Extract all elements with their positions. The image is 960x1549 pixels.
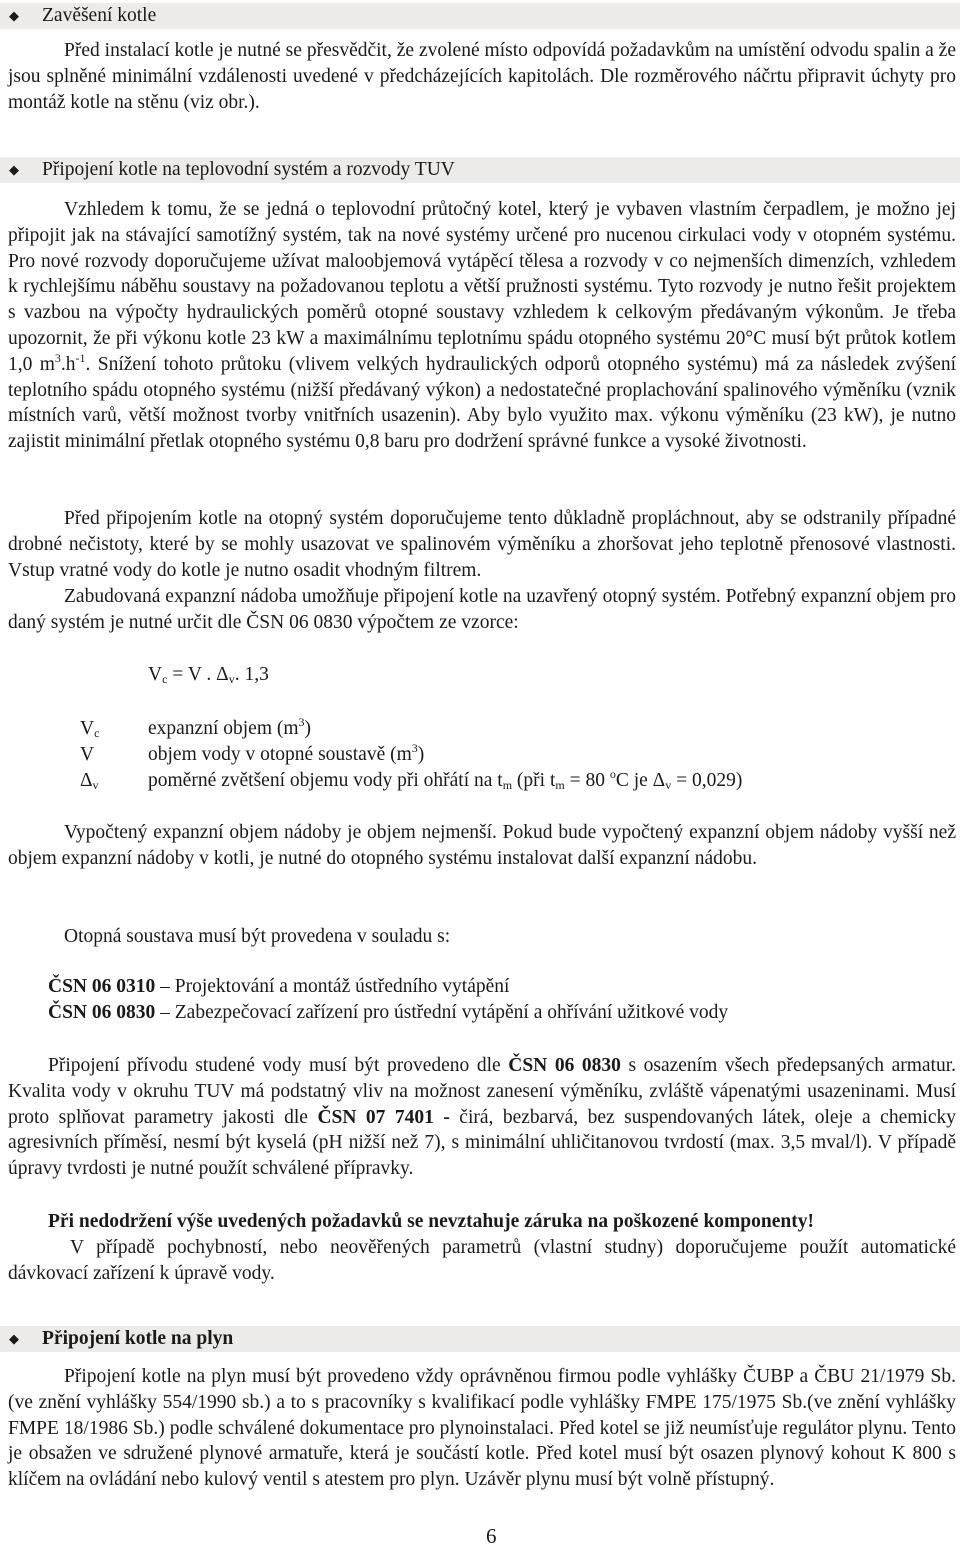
superscript: 3: [54, 350, 61, 365]
diamond-bullet-icon: ◆: [9, 8, 19, 23]
paragraph: [64, 924, 450, 950]
diamond-bullet-icon: ◆: [9, 1331, 19, 1346]
formula-text: = V .: [167, 664, 217, 685]
legend-description: [148, 716, 311, 742]
subscript: m: [555, 778, 565, 792]
legend-symbol-text: Δ: [80, 770, 93, 791]
superscript: -1: [75, 350, 86, 365]
paragraph: [8, 38, 956, 115]
legend-text: = 0,029): [671, 770, 743, 791]
standard-reference: [48, 974, 509, 1000]
standard-title: – Projektování a montáž ústředního vytápění: [155, 976, 510, 997]
formula-symbol: Δ: [216, 664, 229, 685]
subscript: m: [502, 778, 513, 792]
legend-description: [148, 768, 742, 794]
legend-symbol: [80, 742, 94, 768]
section-heading-pripojeni-plyn: [8, 1326, 233, 1352]
legend-text: (při t: [512, 770, 556, 791]
paragraph: [8, 1364, 956, 1493]
legend-text: ): [417, 744, 425, 765]
paragraph-text: V případě pochybností, nebo neověřených parametrů (vlastní studny) doporučujeme použít automatické dávkovací zařízení k úpravě vody.: [8, 1237, 956, 1284]
standard-code: ČSN 06 0830: [48, 1002, 156, 1023]
paragraph-text: Připojení přívodu studené vody musí být provedeno dle: [48, 1055, 509, 1076]
paragraph-text: . Snížení tohoto průtoku (vlivem velkých hydraulických odporů otopného systému) má za následek zvýšení teplotního spádu otopného systému (nižší předávaný výkon) a nedostatečné proplachování spalinového výměníku (vznik místních varů, větší možnost tvorby vnitřních usazenin). Aby bylo využito max. výkonu výměníku (23 kW), je nutno zajistit minimální přetlak otopného systému 0,8 baru pro dodržení správné funkce a vysoké životnosti.: [8, 353, 957, 453]
section-title: Připojení kotle na teplovodní systém a rozvody TUV: [42, 159, 455, 180]
paragraph: [8, 1053, 956, 1182]
paragraph: [8, 1235, 956, 1287]
subscript: v: [665, 778, 672, 792]
subscript: v: [228, 672, 235, 686]
subscript: v: [92, 778, 99, 792]
paragraph-text: Před instalací kotle je nutné se přesvědčit, že zvolené místo odpovídá požadavkům na umístění odvodu spalin a že jsou splněné minimální vzdálenosti uvedené v předcházejících kapitolách. Dle rozměrového náčrtu připravit úchyty pro montáž kotle na stěnu (viz obr.).: [8, 40, 956, 113]
page-number: 6: [486, 1524, 497, 1548]
paragraph-text: Zabudovaná expanzní nádoba umožňuje připojení kotle na uzavřený otopný systém. Potřebný expanzní objem pro daný systém je nutné určit dle ČSN 06 0830 výpočtem ze vzorce:: [8, 586, 956, 633]
legend-symbol: [80, 768, 99, 794]
legend-symbol-text: V: [80, 744, 95, 765]
section-heading-zaveseni: [8, 3, 156, 29]
paragraph-text: Otopná soustava musí být provedena v souladu s:: [64, 926, 451, 947]
paragraph: [8, 506, 956, 583]
paragraph-text: .h: [60, 353, 76, 375]
superscript: 3: [411, 741, 418, 755]
paragraph-text: Před připojením kotle na otopný systém doporučujeme tento důkladně propláchnout, aby se odstranily případné drobné nečistoty, které by se mohly usazovat ve spalinovém výměníku a zhoršovat jeho teplotně přenosové vlastnosti. Vstup vratné vody do kotle je nutno osadit vhodným filtrem.: [8, 508, 956, 581]
paragraph-text: čirá, bezbarvá, bez suspendovaných látek, oleje a chemicky agresivních příměsí, nesmí být kyselá (pH nižší než 7), s minimální uhličitanovou tvrdostí (max. 3,5 mval/l). V případě úpravy tvrdosti je nutné použít schválené přípravky.: [8, 1106, 956, 1180]
legend-symbol: [80, 716, 99, 742]
paragraph-text: Připojení kotle na plyn musí být provedeno vždy oprávněnou firmou podle vyhlášky ČUBP a ČBU 21/1979 Sb.(ve znění vyhlášky 554/1990 sb.) a to s pracovníky s kvalifikací podle vyhlášky FMPE 175/1975 Sb.(ve znění vyhlášky FMPE 18/1986 Sb.) podle schválené dokumentace pro plynoinstalaci. Před kotel se již neumísťuje regulátor plynu. Tento je obsažen ve sdružené plynové armatuře, která je součástí kotle. Před kotel musí být osazen plynový kohout K 800 s klíčem na ovládání nebo kulový ventil s atestem pro plyn. Uzávěr plynu musí být volně přístupný.: [8, 1366, 956, 1491]
legend-text: expanzní objem (m: [148, 718, 299, 739]
legend-text: ): [304, 718, 312, 739]
legend-text: C je Δ: [615, 770, 666, 791]
legend-text: objem vody v otopné soustavě (m: [148, 744, 412, 765]
warning-text: Při nedodržení výše uvedených požadavků se nevztahuje záruka na poškozené komponenty!: [48, 1211, 814, 1232]
paragraph: [8, 197, 956, 455]
standard-code: ČSN 06 0310: [48, 976, 156, 997]
legend-symbol-text: V: [80, 718, 95, 739]
superscript: 3: [298, 715, 305, 729]
standard-reference: [48, 1000, 728, 1026]
paragraph-text: Vypočtený expanzní objem nádoby je objem nejmenší. Pokud bude vypočtený expanzní objem nádoby vyšší než objem expanzní nádoby v kotli, je nutné do otopného systému instalovat další expanzní nádobu.: [8, 822, 956, 869]
section-title: Zavěšení kotle: [42, 5, 157, 26]
legend-description: [148, 742, 424, 768]
superscript: o: [609, 767, 616, 781]
subscript: c: [94, 726, 100, 740]
paragraph: [8, 584, 956, 636]
standard-code: ČSN 06 0830: [508, 1055, 621, 1076]
legend-text: poměrné zvětšení objemu vody při ohřátí na t: [148, 770, 503, 791]
paragraph-text: s osazením všech předepsaných armatur. Kvalita vody v okruhu TUV má podstatný vliv na možnost zanesení výměníku, zvláště vápenatými usazeninami. Musí proto splňovat parametry jakosti dle: [8, 1055, 957, 1128]
expansion-formula: [148, 662, 269, 688]
formula-symbol: V: [148, 664, 163, 685]
subscript: c: [162, 672, 168, 686]
standard-title: – Zabezpečovací zařízení pro ústřední vytápění a ohřívání užitkové vody: [155, 1002, 729, 1023]
paragraph-text: Vzhledem k tomu, že se jedná o teplovodní průtočný kotel, který je vybaven vlastním čerpadlem, je možno jej připojit jak na stávající samotížný systém, tak na nové systémy určené pro nucenou cirkulaci vody v otopném systému. Pro nové rozvody doporučujeme užívat maloobjemová vytápěcí tělesa a rozvody v co nejmenších dimenzích, vzhledem k rychlejšímu náběhu soustavy na požadovanou teplotu a větší pružnosti systému. Tyto rozvody je nutno řešit projektem s vazbou na výpočty hydraulických poměrů otopné soustavy vzhledem k celkovým předávaným výkonům. Je třeba upozornit, že při výkonu kotle 23 kW a maximálnímu teplotnímu spádu otopného systému 20°C musí být průtok kotlem 1,0 m: [8, 199, 956, 375]
formula-text: . 1,3: [234, 664, 269, 685]
section-title: Připojení kotle na plyn: [42, 1328, 234, 1349]
diamond-bullet-icon: ◆: [9, 162, 19, 177]
section-heading-pripojeni-teplovodni: [8, 157, 455, 183]
warranty-warning: [48, 1209, 814, 1235]
paragraph: [8, 820, 956, 872]
standard-code: ČSN 07 7401 -: [317, 1106, 450, 1128]
legend-text: = 80: [564, 770, 610, 791]
